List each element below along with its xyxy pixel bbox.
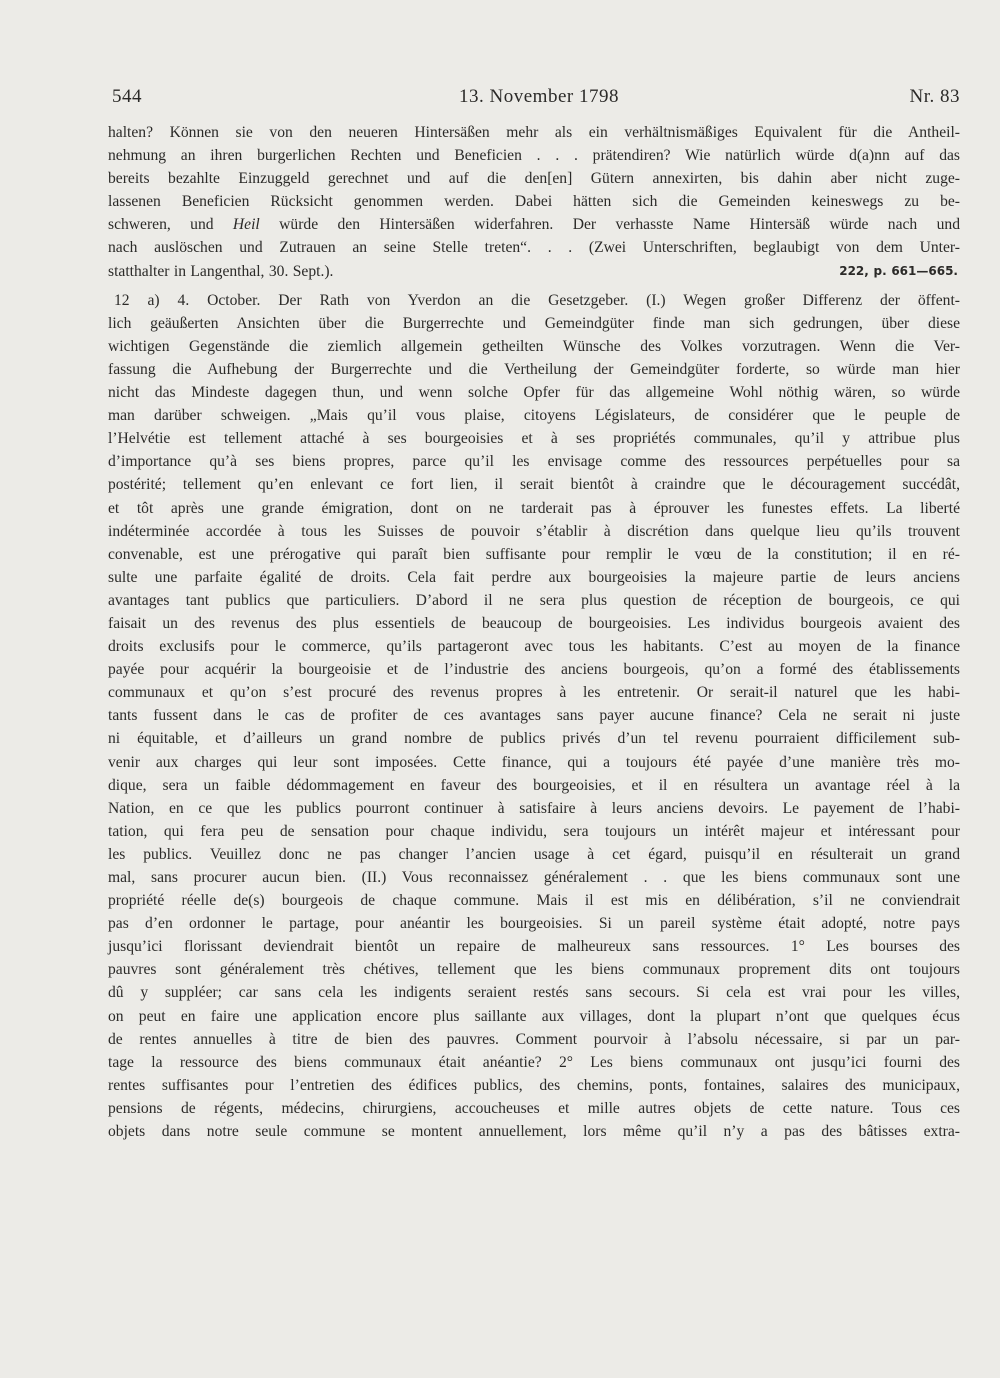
text-line: avantages tant publics que particuliers. D’abord il ne sera plus question de réception de bourgeois, ce qui (108, 591, 960, 609)
text-line: postérité; tellement qu’en enlevant ce fort lien, il serait bientôt à craindre que le découragement succédât, (108, 476, 960, 494)
body-text (108, 121, 960, 1143)
text-line: 12 a) 4. October. Der Rath von Yverdon an die Gesetzgeber. (I.) Wegen großer Differenz der öffent- (114, 291, 960, 309)
paragraph-1 (108, 121, 960, 283)
running-header (108, 86, 970, 110)
text-line: propriété réelle de(s) bourgeois de chaque commune. Mais il est mis en délibération, s’il ne conviendrait (108, 892, 960, 910)
text-line: nehmung an ihren burgerlichen Rechten und Beneficien . . . prätendiren? Wie natürlich würde d(a)nn auf das (108, 147, 960, 165)
text-line: lich geäußerten Ansichten über die Burgerrechte und Gemeindgüter finde man sich gedrungen, über diese (108, 314, 960, 332)
text-line: pauvres sont généralement très chétives, tellement que les biens communaux proprement dits ont toujours (108, 961, 960, 979)
text-line: rentes suffisantes pour l’entretien des édifices publics, des chemins, ponts, fontaines, salaires des municipaux, (108, 1076, 960, 1094)
text-line: indéterminée accordée à tous les Suisses de pouvoir s’établir à discrétion dans quelque lieu qu’ils trouvent (108, 522, 960, 540)
text-line: wichtigen Gegenstände die ziemlich allgemein getheilten Wünsche des Volkes vorzutragen. Wenn die Ver- (108, 337, 960, 355)
text-line: tage la ressource des biens communaux était anéantie? 2° Les biens communaux ont jusqu’ici fourni des (108, 1053, 960, 1071)
text-line: bereits bezahlte Einzuggeld gerechnet und auf die den[en] Gütern annexirten, bis dahin aber nicht zuge- (108, 170, 960, 188)
source-reference: 222, p. 661—665. (839, 263, 958, 278)
text-line: jusqu’ici florissant deviendrait bientôt un repaire de malheureux sans ressources. 1° Les bourses des (108, 938, 960, 956)
text-line: convenable, est une prérogative qui paraît bien suffisante pour remplir le vœu de la constitution; il en ré- (108, 545, 960, 563)
text-line: payée pour acquérir la bourgeoisie et de l’industrie des anciens bourgeois, qu’on a formé des établissements (108, 661, 960, 679)
text-line: pensions de régents, médecins, chirurgiens, accoucheuses et mille autres objets de cette nature. Tous ces (108, 1099, 960, 1117)
text-line: communaux et qu’on s’est procuré des revenus propres à les entretenir. Or serait-il naturel que les habi- (108, 684, 960, 702)
text-line: l’Helvétie est tellement attaché à ses bourgeoisies et à ses propriétés communales, qu’il y attribue plus (108, 430, 960, 448)
text-line: Nation, en ce que les publics pourront continuer à satisfaire à leurs anciens devoirs. Le payement de l’habi- (108, 799, 960, 817)
text-line: objets dans notre seule commune se montent annuellement, lors même qu’il n’y a pas des bâtisses extra- (108, 1123, 960, 1141)
text-line: et tôt après une grande émigration, dont on ne tarderait pas à éprouver les funestes effets. La liberté (108, 499, 960, 517)
text-line: fassung die Aufhebung der Burgerrechte und die Vertheilung der Gemeindgüter forderte, so würde man hier (108, 360, 960, 378)
text-line: mal, sans procurer aucun bien. (II.) Vous reconnaissez généralement . . que les biens communaux sont une (108, 869, 960, 886)
text-line: pas d’en ordonner le partage, pour anéantir les bourgeoisies. Si un pareil système était adopté, notre pays (108, 915, 960, 933)
text-line: tation, qui fera peu de sensation pour chaque individu, sera toujours un intérêt majeur et intéressant pour (108, 822, 960, 840)
text-line: man darüber schweigen. „Mais qu’il vous plaise, citoyens Législateurs, de considérer que le peuple de (108, 407, 960, 425)
text-line: de rentes annuelles à titre de bien des pauvres. Comment pourvoir à l’absolu nécessaire, si par un par- (108, 1030, 960, 1048)
text-line: dû y suppléer; car sans cela les indigents seraient restés sans secours. Si cela est vrai pour les villes, (108, 984, 960, 1002)
header-date: 13. November 1798 (459, 86, 619, 107)
text-line: d’importance qu’à ses biens propres, parce qu’il les envisage comme des ressources perpétuelles pour sa (108, 453, 960, 471)
text-line: dique, sera un faible dédommagement en faveur des bourgeoisies, et il en résultera un avantage réel à la (108, 776, 960, 794)
text-line: nach auslöschen und Zutrauen an seine Stelle treten“. . . (Zwei Unterschriften, beglaubigt von dem Unter- (108, 239, 960, 257)
text-line: les publics. Veuillez donc ne pas changer l’ancien usage à cet égard, puisqu’il en résulterait un grand (108, 845, 960, 863)
paragraph-2 (108, 289, 960, 1143)
text-line: halten? Können sie von den neueren Hintersäßen mehr als ein verhältnismäßiges Equivalent für die Antheil- (108, 124, 960, 141)
text-line: schweren, und Heil würde den Hintersäßen widerfahren. Der verhasste Name Hintersäß würde nach und (108, 216, 960, 234)
page-number: 544 (112, 86, 142, 107)
text-line: lassenen Beneficien Rücksicht genommen werden. Dabei hätten sich die Gemeinden keineswegs zu be- (108, 193, 960, 211)
emphasis: Heil (232, 216, 260, 234)
text-line: sulte une parfaite égalité de droits. Cela fait perdre aux bourgeoisies la majeure partie de leurs anciens (108, 568, 960, 586)
text-line-with-reference (108, 260, 960, 283)
text-line: on peut en faire une application encore plus saillante aux villages, dont la plupart n’ont que quelques écus (108, 1007, 960, 1025)
text-line: statthalter in Langenthal, 30. Sept.). (108, 262, 334, 280)
text-line: nicht das Mindeste dagegen thun, und wenn solche Opfer für das allgemeine Wohl nöthig wären, so würde (108, 384, 960, 402)
text-line: venir aux charges qui leur sont imposées. Cette finance, qui a toujours été payée d’une manière très mo- (108, 753, 960, 771)
text-line: faisait un des revenus des plus essentiels de beaucoup de bourgeoisies. Les individus bourgeois avaient des (108, 614, 960, 632)
text-line: ni équitable, et d’ailleurs un grand nombre de publics privés d’un tel revenu pourraient difficilement sub- (108, 730, 960, 748)
text-line: tants fussent dans le cas de profiter de ces avantages sans payer aucune finance? Cela ne serait ni juste (108, 707, 960, 725)
text-line: droits exclusifs pour le commerce, qu’ils partageront avec tous les habitants. C’est au moyen de la finance (108, 638, 960, 656)
document-number: Nr. 83 (909, 86, 960, 107)
